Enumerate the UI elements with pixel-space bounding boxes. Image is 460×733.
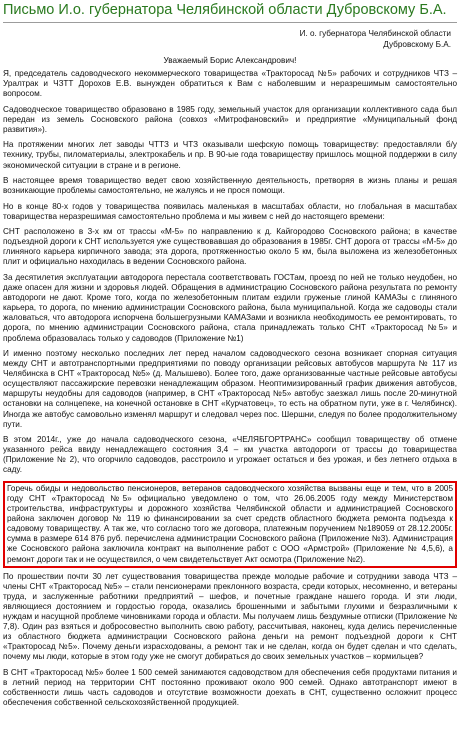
title-divider [3,22,457,23]
body-paragraph: СНТ расположено в 3-х км от трассы «М-5» по направлению к д. Кайгородово Сосновского района; в качестве подъездной дороги к СНТ используется уже существовавшая до образования в 1985г. СНТ дорога от трассы «М-5» до глиняного карьера кирпичного завода; эта дорога, протяженностью около 5 км, была выложена из железобетонных плит и официально находилась в ведении Сосновского района. [3,227,457,267]
addressee-block [3,28,457,50]
body-paragraph: В СНТ «Тракторосад №5» более 1 500 семей занимаются садоводством для обеспечения себя продуктами питания и в летний период на территории СНТ постоянно проживают около 900 семей. Однако автотранспорт имеют в собственности лишь часть садоводов и отсутствие возможности доехать в СНТ, существенно осложнит процесс обеспечения собственной сельскохозяйственной продукцией. [3,667,457,708]
addressee-line: И. о. губернатора Челябинской области [299,29,451,38]
page-title: Письмо И.о. губернатора Челябинской области Дубровскому Б.А. [3,2,447,18]
highlighted-paragraph-box [3,481,457,568]
body-paragraph: В настоящее время товарищество ведет свою хозяйственную деятельность, претворяя в жизнь планы и решая возникающие проблемы самостоятельно, не жалуясь и не прося помощи. [3,176,457,196]
body-paragraph: В этом 2014г., уже до начала садоводческого сезона, «ЧЕЛЯБГОРТРАНС» сообщил товариществу об отмене указанного рейса ввиду ненадлежащего состояния 3,4 – км участка автодороги от трассы до товарищества (Приложение № 2), что огорчило садоводов, расстроило и угрожает остаться и без урожая, и без летнего отдыха в саду. [3,435,457,475]
body-paragraph: Садоводческое товарищество образовано в 1985 году, земельный участок для организации коллективного сада был передан из земель Сосновского района (совхоз «Митрофановский» и предприятие «Муниципальный фонд развития»). [3,104,457,134]
body-paragraph: Но в конце 80-х годов у товарищества появилась маленькая в масштабах области, но глобальная в масштабах товарищества неразрешимая самостоятельно проблема и мы живем с ней до настоящего времени: [3,201,457,221]
body-paragraph: И именно поэтому несколько последних лет перед началом садоводческого сезона возникает спорная ситуация между СНТ и автотранспортными предприятиями по поводу организации рейсовых автобусов маршрута № 117 из Челябинска в СНТ «Тракторосад №5» (д. Малышево). Более того, даже организованные частные рейсовые автобусы осуществляют пассажирские перевозки ненадлежащим образом. Неоптимизированный график движения автобусов, маршруты неудобны для садоводов (например, в СНТ «Тракторосад №5» автобус заезжал лишь после 20-минутной остановки на солнцепеке, на конечной остановке в СНТ «Курчатовец», то есть на обратном пути, уже в г. Челябинск). Иногда же автобус самовольно изменял маршрут и следовал через пос. Шершни, следуя по более продолжительному пути. [3,348,457,429]
addressee-line: Дубровскому Б.А. [383,40,451,49]
body-paragraph: По прошествии почти 30 лет существования товарищества прежде молодые рабочие и сотрудники завода ЧТЗ – члены СНТ «Тракторосад №5» – стали пенсионерами преклонного возраста, среди которых, несомненно, и ветераны труда, и заслуженные работники предприятий – шефов, и почетные граждане нашего города. И эти люди, являющиеся достоянием и гордостью города, оказались брошенными и забытыми глухими и безразличными к нуждам и насущной проблеме чиновниками города и области. Мы получаем лишь бездумные отписки (Приложение № 7,8). Один раз взяться и добросовестно выполнить свою работу, рассчитывая, наконец, куда делись перечисленные из областного бюджета администрации Сосновского района деньги на ремонт подъездной дороги к СНТ «Тракторосад №5». Почему деньги израсходованы, а ремонт так и не сделан, когда он будет сделан и что сделать, почему мы люди, которые в этом году уже не смогут добираться до своих земельных участков – кормильцев? [3,571,457,662]
highlighted-paragraph: Горечь обиды и недовольство пенсионеров, ветеранов садоводческого хозяйства вызваны еще и тем, что в 2005 году СНТ «Тракторосад №5» официально уведомлено о том, что 26.06.2005 году между Министерством строительства, инфраструктуры и дорожного хозяйства Челябинской области и администрацией Сосновского района заключен договор № 119 ю финансировании за счет средств областного бюджета ремонта подъезда к садовому товариществу. А так же, что согласно того же договора, платежным поручением №189059 от 28.12.2005г. сумма в размере 614 876 руб. перечислена администрации Сосновского района (Приложение №3). Администрация же Сосновского района заключила контракт на выполнение работ с ООО «Армстрой» (Приложение № 4,5,6), а ремонт дороги так и не осуществился, о чем свидетельствует Акт осмотра (Приложение №2). [7,483,453,564]
greeting: Уважаемый Борис Александрович! [163,56,297,65]
body-paragraph: Я, председатель садоводческого некоммерческого товарищества «Тракторосад №5» рабочих и сотрудников ЧТЗ – Уралтрак и ЧЗТТ Дорохов Е.В. вынужден обратиться к Вам с наболевшим и неразрешимым самостоятельно вопросом. [3,69,457,99]
body-paragraph: На протяжении многих лет заводы ЧТТЗ и ЧТЗ оказывали шефскую помощь товариществу: предоставляли б/у технику, трубы, пиломатериалы, электрокабель и пр. В 90-ые года товариществу пришлось мощной поддержки в силу экономической ситуации в стране и в регионе. [3,140,457,170]
letter-body [3,69,457,708]
body-paragraph: За десятилетия эксплуатации автодорога перестала соответствовать ГОСТам, проезд по ней не только неудобен, но даже опасен для жизни и здоровья людей. Обращения в администрацию Сосновского района результата по ремонту автодороги не дают. Кроме того, когда по железобетонным плитам ездили груженые глиной КАМАЗы с глиняного карьера, то дорога, по мнению администрации Сосновского района, была муниципальной. Когда же садоводы стали жаловаться, что автодорога испорчена большегрузными КАМАЗами и возникла необходимость ее ремонтировать, то дорога, по мнению администрации Сосновского района, стала принадлежать только СНТ «Тракторосад №5» и проблема образовалась только у садоводов (Приложение №1) [3,272,457,343]
